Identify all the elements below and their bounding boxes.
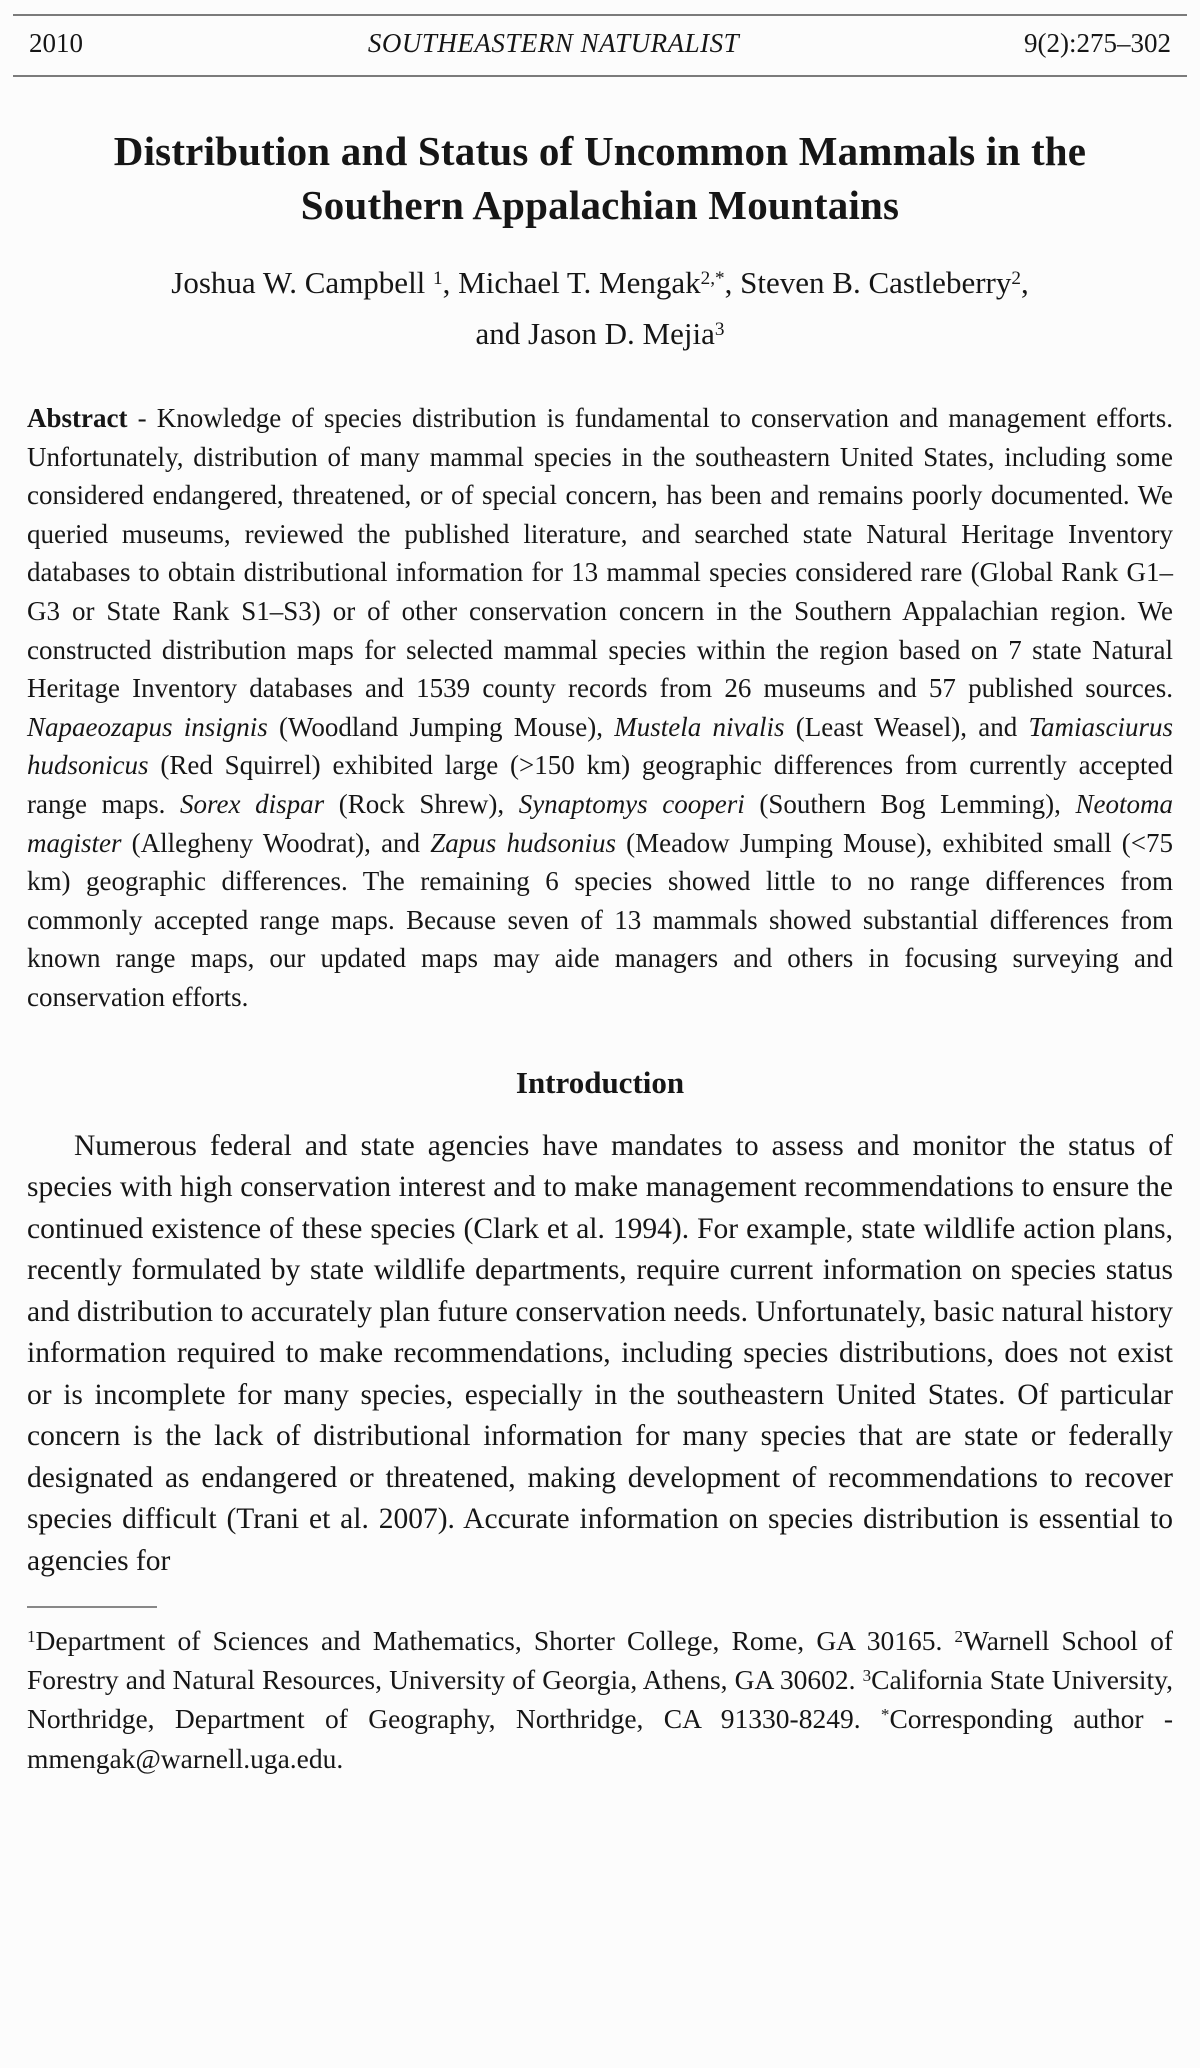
article-title-line2: Southern Appalachian Mountains [300,182,900,228]
running-head-pages: 9(2):275–302 [1024,28,1171,58]
running-head-journal: SOUTHEASTERN NATURALIST [367,28,740,58]
section-heading-introduction: Introduction [515,1064,685,1100]
authors-line: Joshua W. Campbell $^1$, Michael T. Mengak$^{2,*}$, Steven B. Castleberry$^2$, and Jason D. Mejia$^3$ [171,265,1029,351]
running-head-row [13,16,1187,75]
introduction-paragraph: Numerous federal and state agencies have mandates to assess and monitor the status of species with high conservation interest and to make management recommendations to ensure the continued existence of these species (Clark et al. 1994). For example, state wildlife action plans, recently formulated by state wildlife departments, require current information on species status and distribution to accurately plan future conservation needs. Unfortunately, basic natural history information required to make recommendations, including species distributions, does not exist or is incomplete for many species, especially in the southeastern United States. Of particular concern is the lack of distributional information for many species that are state or federally designated as endangered or threatened, making development of recommendations to recover species difficult (Trani et al. 2007). Accurate information on species distribution is essential to agencies for [27,1129,1173,1577]
running-head-year: 2010 [29,28,83,58]
article-title [27,124,1173,232]
abstract-paragraph: Abstract - Knowledge of species distribution is fundamental to conservation and management efforts. Unfortunately, distribution of many mammal species in the southeastern United States, including some considered endangered, threatened, or of special concern, has been and remains poorly documented. We queried museums, reviewed the published literature, and searched state Natural Heritage Inventory databases to obtain distributional information for 13 mammal species considered rare (Global Rank G1–G3 or State Rank S1–S3) or of other conservation concern in the Southern Appalachian region. We constructed distribution maps for selected mammal species within the region based on 7 state Natural Heritage Inventory databases and 1539 county records from 26 museums and 57 published sources. Napaeozapus insignis (Woodland Jumping Mouse), Mustela nivalis (Least Weasel), and Tamiasciurus hudsonicus (Red Squirrel) exhibited large (>150 km) geographic differences from currently accepted range maps. Sorex dispar (Rock Shrew), Synaptomys cooperi (Southern Bog Lemming), Neotoma magister (Allegheny Woodrat), and Zapus hudsonius (Meadow Jumping Mouse), exhibited small (<75 km) geographic differences. The remaining 6 species showed little to no range differences from commonly accepted range maps. Because seven of 13 mammals showed substantial differences from known range maps, our updated maps may aide managers and others in focusing surveying and conservation efforts. [27,403,1174,1012]
running-head [13,14,1187,77]
footnote-divider [27,1606,157,1608]
article-title-line1: Distribution and Status of Uncommon Mammals in the [113,128,1087,174]
journal-page [0,14,1200,2068]
footnotes-paragraph: $^1$Department of Sciences and Mathematics, Shorter College, Rome, GA 30165. $^2$Warnell School of Forestry and Natural Resources, University of Georgia, Athens, GA 30602. $^3$California State University, Northridge, Department of Geography, Northridge, CA 91330-8249. *Corresponding author - mmengak@warnell.uga.edu. [27,1625,1173,1774]
